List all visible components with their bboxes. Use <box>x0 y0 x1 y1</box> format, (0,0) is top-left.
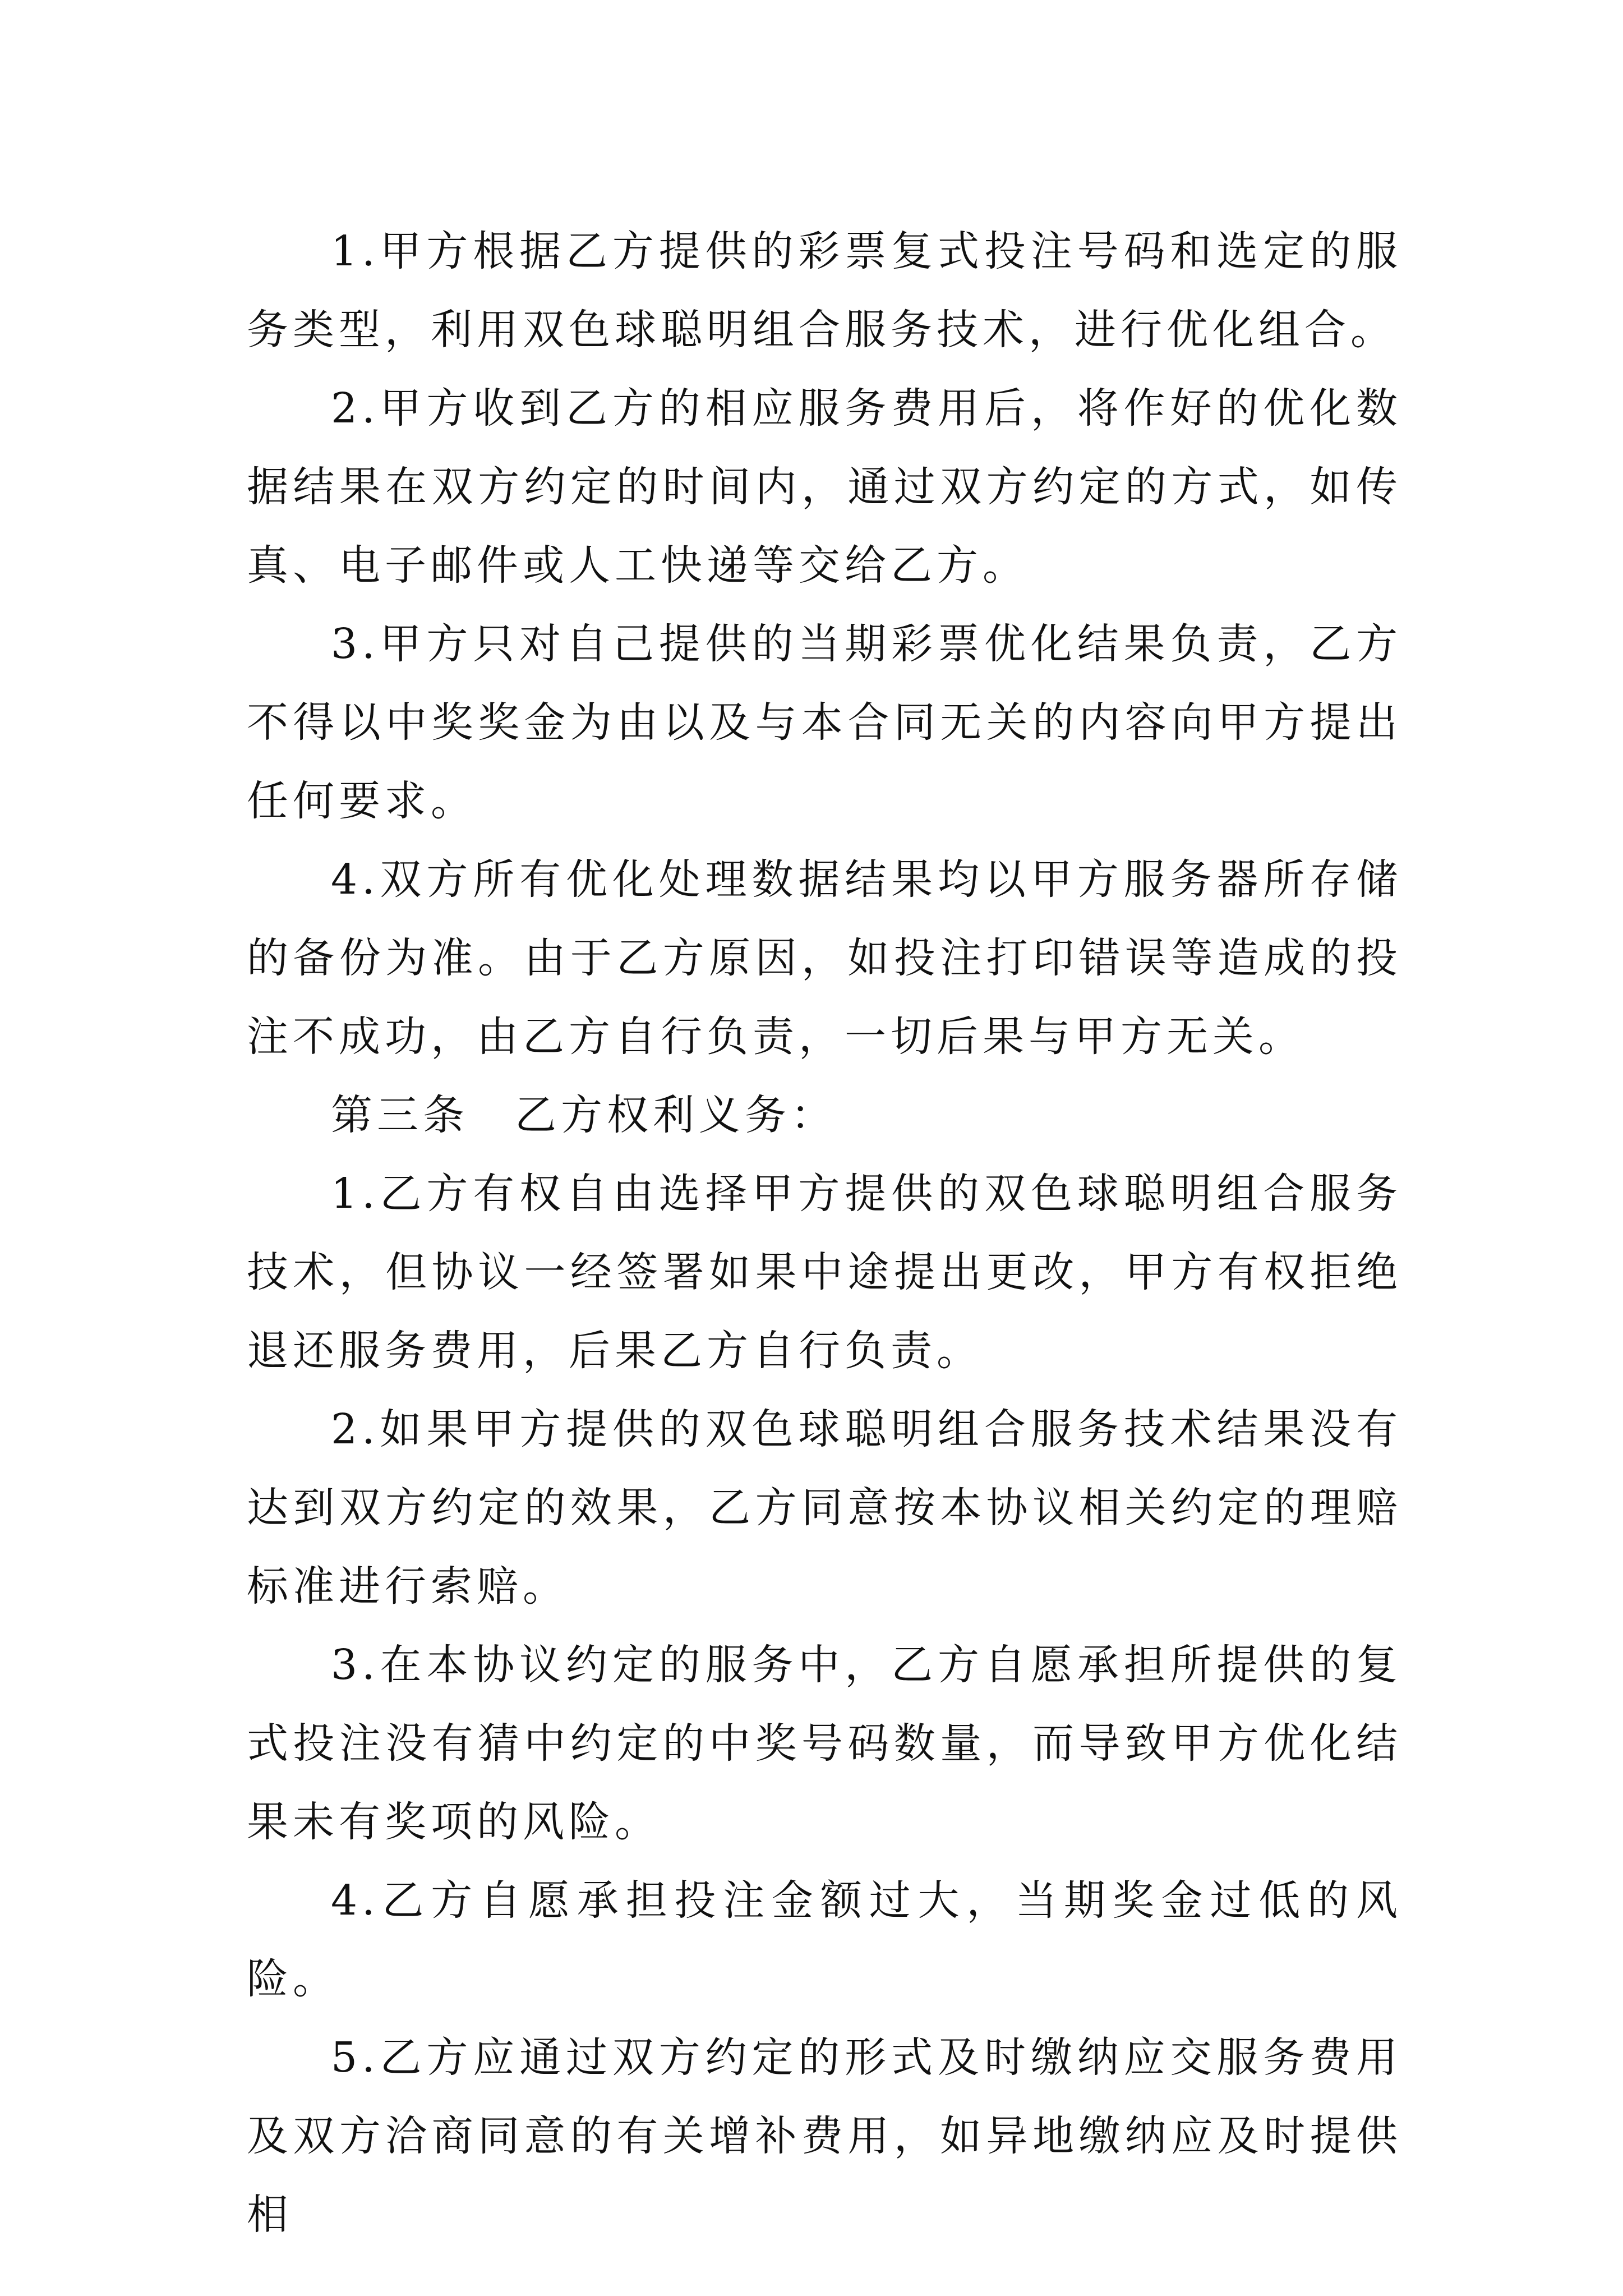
paragraph-party-a-1: 1.甲方根据乙方提供的彩票复式投注号码和选定的服务类型，利用双色球聪明组合服务技术，进行优化组合。 <box>247 227 1402 354</box>
paragraph-party-a-2: 2.甲方收到乙方的相应服务费用后，将作好的优化数据结果在双方约定的时间内，通过双方约定的方式，如传真、电子邮件或人工快递等交给乙方。 <box>247 384 1402 590</box>
paragraph-party-b-4: 4.乙方自愿承担投注金额过大，当期奖金过低的风险。 <box>247 1876 1402 2003</box>
paragraph-party-a-3: 3.甲方只对自己提供的当期彩票优化结果负责，乙方不得以中奖奖金为由以及与本合同无关的内容向甲方提出任何要求。 <box>247 620 1402 825</box>
paragraph-party-b-5: 5.乙方应通过双方约定的形式及时缴纳应交服务费用及双方洽商同意的有关增补费用，如异地缴纳应及时提供相 <box>247 2033 1402 2239</box>
paragraph-party-b-2: 2.如果甲方提供的双色球聪明组合服务技术结果没有达到双方约定的效果，乙方同意按本协议相关约定的理赔标准进行索赔。 <box>247 1405 1402 1611</box>
paragraph-party-a-4: 4.双方所有优化处理数据结果均以甲方服务器所存储的备份为准。由于乙方原因，如投注打印错误等造成的投注不成功，由乙方自行负责，一切后果与甲方无关。 <box>247 855 1402 1061</box>
document-body <box>247 212 1402 2254</box>
paragraph-party-b-3: 3.在本协议约定的服务中，乙方自愿承担所提供的复式投注没有猜中约定的中奖号码数量，而导致甲方优化结果未有奖项的风险。 <box>247 1641 1402 1846</box>
section-heading-article-3: 第三条 乙方权利义务： <box>331 1091 837 1139</box>
paragraph-party-b-1: 1.乙方有权自由选择甲方提供的双色球聪明组合服务技术，但协议一经签署如果中途提出更改，甲方有权拒绝退还服务费用，后果乙方自行负责。 <box>247 1170 1402 1375</box>
